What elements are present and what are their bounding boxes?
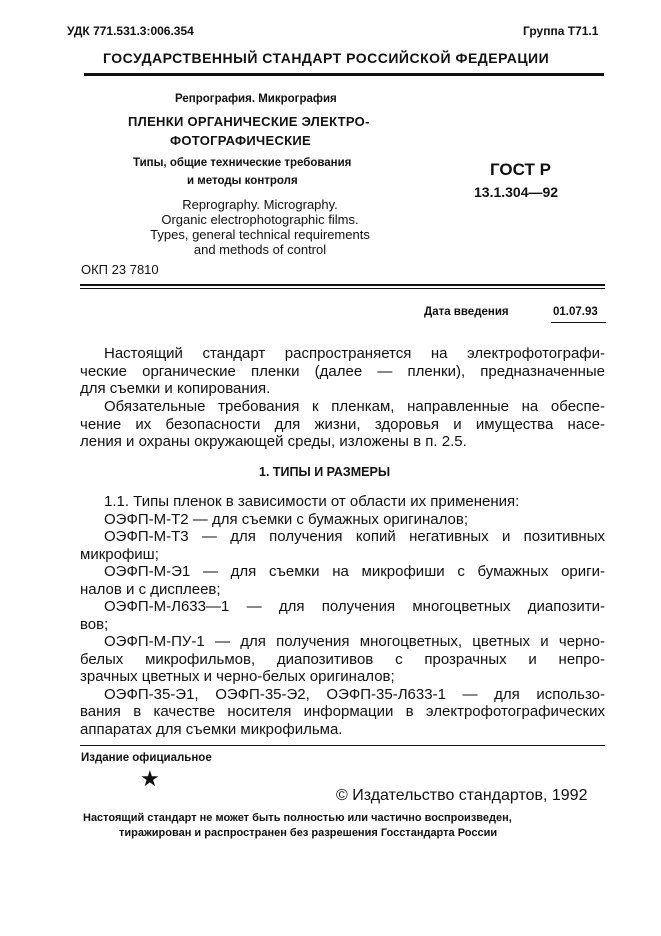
category: Репрография. Микрография	[175, 93, 337, 105]
english-line-1: Reprography. Micrography.	[182, 197, 338, 212]
standard-banner: ГОСУДАРСТВЕННЫЙ СТАНДАРТ РОССИЙСКОЙ ФЕДЕРАЦИИ	[103, 50, 550, 66]
star-icon: ★	[140, 766, 160, 791]
s1-line-12: ОЭФП-35-Э1, ОЭФП-35-Э2, ОЭФП-35-Л633-1 — для использо-	[104, 685, 605, 703]
english-line-3: Types, general technical requirements	[150, 227, 370, 242]
s1-line-11: зрачных цветных и черно-белых оригиналов;	[80, 668, 395, 685]
title-rule-1	[80, 284, 605, 286]
gost-label: ГОСТ Р	[490, 160, 551, 179]
s1-line-7: ОЭФП-М-Л633—1 — для получения многоцветных диапозити-	[104, 598, 605, 615]
title-line-2: ФОТОГРАФИЧЕСКИЕ	[170, 133, 311, 148]
s1-line-2: ОЭФП-М-Т2 — для съемки с бумажных оригиналов;	[104, 510, 469, 528]
intro-p2-line-3: ления и охраны окружающей среды, изложены в п. 2.5.	[80, 433, 467, 450]
intro-p1-line-2: ческие органические пленки (далее — пленки), предназначенные	[80, 362, 605, 380]
intro-p2-line-1: Обязательные требования к пленкам, направленные на обеспе-	[104, 398, 605, 415]
s1-line-13: вания в качестве носителя информации в электрофотографических	[80, 703, 605, 720]
subtitle-line-2: и методы контроля	[187, 175, 298, 187]
s1-line-5: ОЭФП-М-Э1 — для съемки на микрофиши с бумажных ориги-	[104, 563, 605, 580]
s1-line-10: белых микрофильмов, диапозитивов с прозрачных и непро-	[80, 650, 605, 668]
s1-line-3: ОЭФП-М-Т3 — для получения копий негативных и позитивных	[104, 528, 605, 545]
copyright: © Издательство стандартов, 1992	[336, 787, 588, 804]
header-rule	[84, 73, 604, 76]
english-line-4: and methods of control	[193, 242, 327, 257]
section-1-heading: 1. ТИПЫ И РАЗМЕРЫ	[259, 465, 391, 479]
intro-paragraph-1	[80, 345, 605, 398]
english-line-2: Organic electrophotographic films.	[161, 212, 359, 227]
s1-line-9: ОЭФП-М-ПУ-1 — для получения многоцветных, цветных и черно-	[104, 633, 605, 650]
reproduction-notice-line-1: Настоящий стандарт не может быть полностью или частично воспроизведен,	[83, 812, 512, 824]
s1-line-8: вов;	[80, 615, 109, 633]
gost-number: 13.1.304—92	[474, 184, 559, 200]
s1-line-6: налов и с дисплеев;	[80, 580, 221, 598]
intro-paragraph-2	[80, 398, 605, 451]
footer-rule	[80, 745, 605, 746]
reproduction-notice-line-2: тиражирован и распространен без разрешения Госстандарта России	[119, 827, 498, 839]
title-line-1: ПЛЕНКИ ОРГАНИЧЕСКИЕ ЭЛЕКТРО-	[128, 114, 370, 129]
s1-line-4: микрофиш;	[80, 545, 159, 563]
intro-p1-line-1: Настоящий стандарт распространяется на электрофотографи-	[104, 345, 605, 362]
date-label: Дата введения	[424, 306, 509, 318]
title-rule-2	[80, 288, 605, 289]
date-underline	[551, 322, 606, 323]
group-code: Группа Т71.1	[523, 24, 599, 38]
subtitle-line-1: Типы, общие технические требования	[133, 157, 352, 169]
okp-code: ОКП 23 7810	[81, 262, 159, 277]
section-1-body	[80, 493, 605, 738]
date-value: 01.07.93	[553, 306, 598, 318]
s1-line-1: 1.1. Типы пленок в зависимости от области их применения:	[104, 493, 520, 510]
english-title	[135, 197, 385, 257]
edition-label: Издание официальное	[81, 752, 212, 764]
s1-line-14: аппаратах для съемки микрофильма.	[80, 720, 343, 738]
intro-p2-line-2: чение их безопасности для жизни, здоровья и имущества насе-	[80, 415, 605, 433]
intro-p1-line-3: для съемки и копирования.	[80, 380, 271, 397]
udk-code: УДК 771.531.3:006.354	[67, 24, 194, 38]
